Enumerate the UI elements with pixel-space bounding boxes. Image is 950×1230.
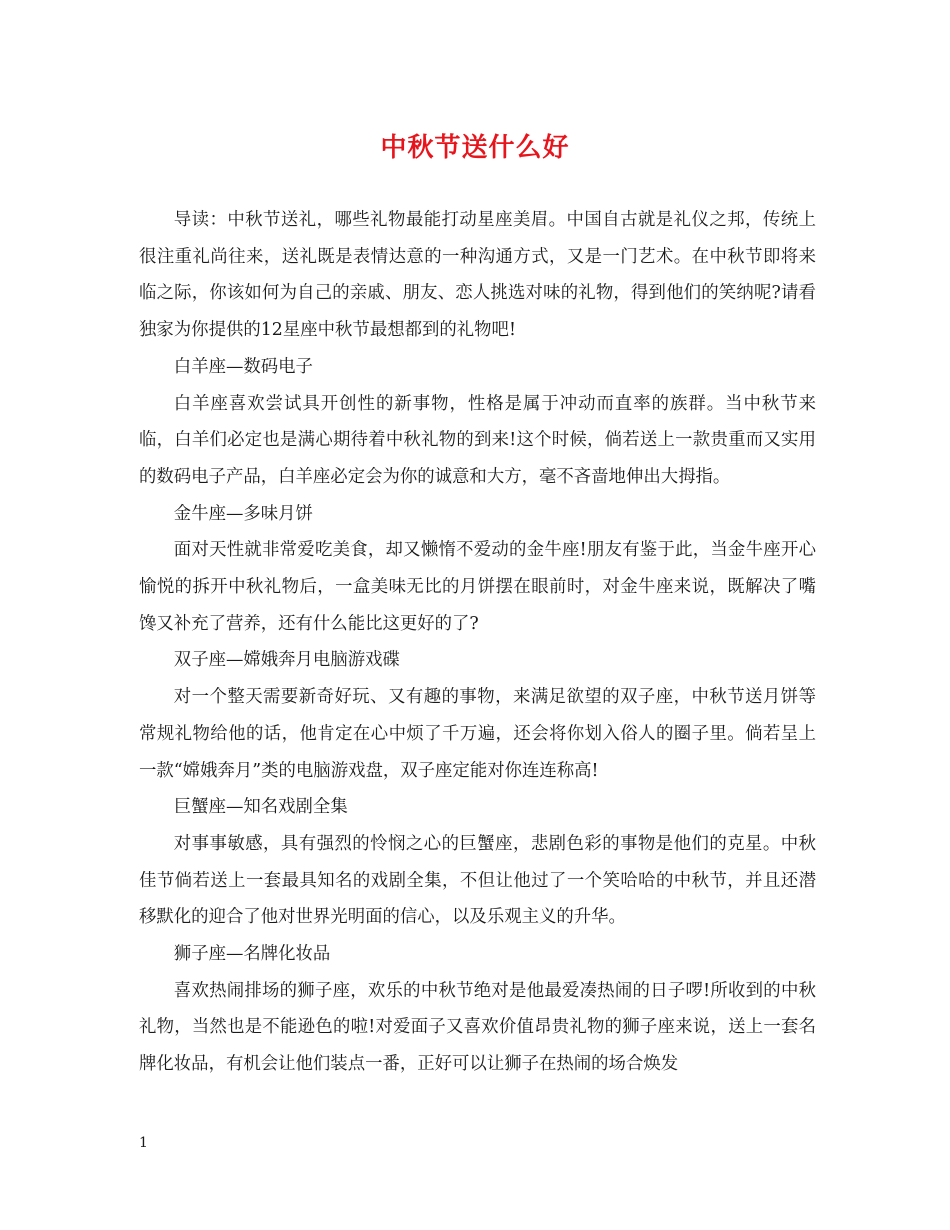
intro-paragraph: 导读：中秋节送礼，哪些礼物最能打动星座美眉。中国自古就是礼仪之邦，传统上很注重礼尚往来，送礼既是表情达意的一种沟通方式，又是一门艺术。在中秋节即将来临之际，你该如何为自己的亲戚、朋友、恋人挑选对味的礼物，得到他们的笑纳呢?请看独家为你提供的12星座中秋节最想都到的礼物吧! (139, 210, 816, 341)
page-number: 1 (139, 1135, 148, 1151)
section-heading-cancer: 巨蟹座—知名戏剧全集 (173, 797, 348, 818)
document-body (139, 202, 816, 1083)
section-heading-leo: 狮子座—名牌化妆品 (173, 944, 331, 965)
body-paragraph-aries: 白羊座喜欢尝试具开创性的新事物，性格是属于冲动而直率的族群。当中秋节来临，白羊们必定也是满心期待着中秋礼物的到来!这个时候，倘若送上一款贵重而又实用的数码电子产品，白羊座必定会为你的诚意和大方，毫不吝啬地伸出大拇指。 (139, 393, 816, 487)
document-title: 中秋节送什么好 (380, 133, 570, 163)
body-paragraph-taurus: 面对天性就非常爱吃美食，却又懒惰不爱动的金牛座!朋友有鉴于此，当金牛座开心愉悦的拆开中秋礼物后，一盒美味无比的月饼摆在眼前时，对金牛座来说，既解决了嘴馋又补充了营养，还有什么能比这更好的了? (139, 540, 816, 634)
body-paragraph-gemini: 对一个整天需要新奇好玩、又有趣的事物，来满足欲望的双子座，中秋节送月饼等常规礼物给他的话，他肯定在心中烦了千万遍，还会将你划入俗人的圈子里。倘若呈上一款“嫦娥奔月”类的电脑游戏盘，双子座定能对你连连称高! (139, 687, 816, 781)
body-paragraph-cancer: 对事事敏感，具有强烈的怜悯之心的巨蟹座，悲剧色彩的事物是他们的克星。中秋佳节倘若送上一套最具知名的戏剧全集，不但让他过了一个笑哈哈的中秋节，并且还潜移默化的迎合了他对世界光明面的信心，以及乐观主义的升华。 (139, 833, 816, 928)
body-paragraph-leo: 喜欢热闹排场的狮子座，欢乐的中秋节绝对是他最爱凑热闹的日子啰!所收到的中秋礼物，当然也是不能逊色的啦!对爱面子又喜欢价值昂贵礼物的狮子座来说，送上一套名牌化妆品，有机会让他们装点一番，正好可以让狮子在热闹的场合焕发 (139, 980, 816, 1075)
section-heading-aries: 白羊座—数码电子 (173, 356, 313, 377)
section-heading-taurus: 金牛座—多味月饼 (173, 503, 313, 524)
section-heading-gemini: 双子座—嫦娥奔月电脑游戏碟 (173, 650, 400, 671)
